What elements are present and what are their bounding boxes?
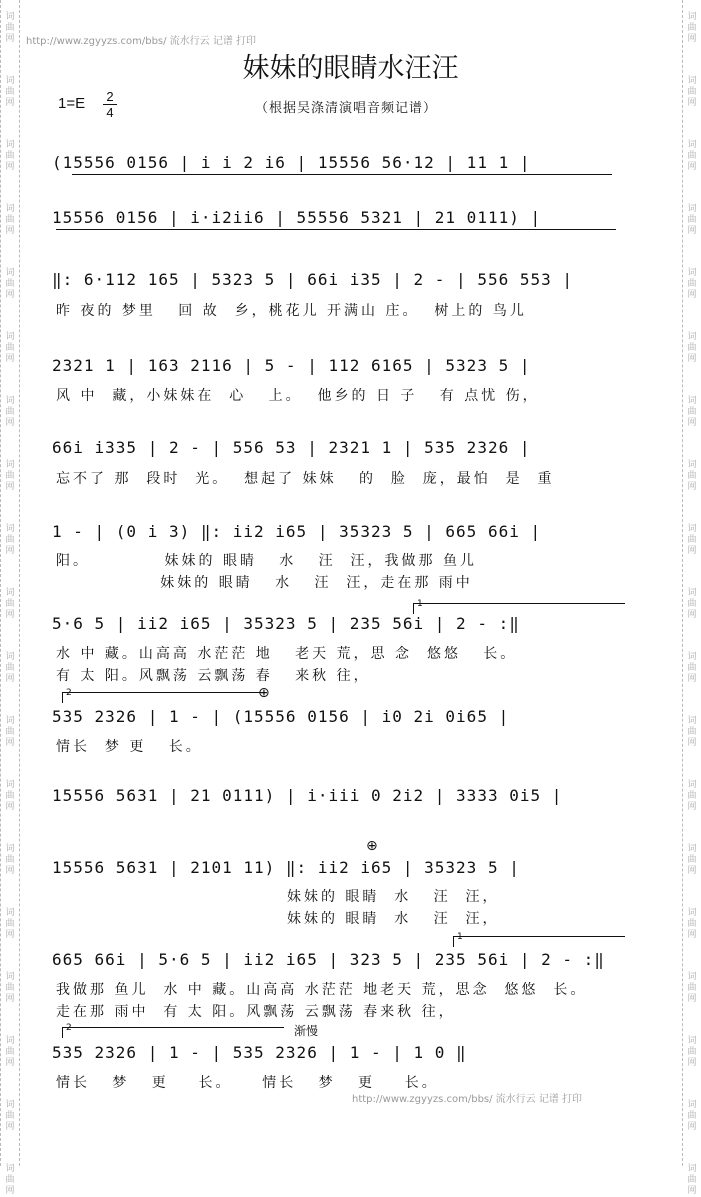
lyrics-line-2: 风 中 藏，小妹妹在 心 上。 他乡的 日 子 有 点忧 伤， <box>56 388 540 404</box>
side-watermark-text: 词 曲 网 <box>687 844 697 876</box>
side-watermark-text: 词 曲 网 <box>687 972 697 1004</box>
song-title: 妹妹的眼睛水汪汪 <box>242 53 459 84</box>
score-line-7: 5·6 5 | ii2 i65 | 35323 5 | 235 56i | 2 - :‖ <box>52 614 520 633</box>
ritardando-mark: 渐慢 <box>294 1024 319 1038</box>
lyrics-line-9: 妹妹的 眼睛 水 汪 汪， <box>56 889 500 905</box>
side-watermark-text: 词 曲 网 <box>5 1100 15 1132</box>
score-line-8: 535 2326 | 1 - | (15556 0156 | i0 2i 0i65 | <box>52 707 510 726</box>
subtitle: （根据吴涤清演唱音频记谱） <box>255 101 438 116</box>
side-watermark-text: 词 曲 网 <box>687 1100 697 1132</box>
side-watermark-text: 词 曲 网 <box>5 1164 15 1196</box>
side-watermark-text: 词 曲 网 <box>5 140 15 172</box>
score-line-9: 15556 5631 | 21 0111) | i·iii 0 2i2 | 3333 0i5 | <box>52 786 563 805</box>
score-line-12: 535 2326 | 1 - | 535 2326 | 1 - | 1 0 ‖ <box>52 1043 467 1062</box>
side-watermark-text: 词 曲 网 <box>687 268 697 300</box>
volta-bracket-2b: 2 <box>62 1027 284 1038</box>
volta-bracket-2: 2 <box>62 692 262 703</box>
side-watermark-text: 词 曲 网 <box>687 908 697 940</box>
side-watermark-text: 词 曲 网 <box>687 716 697 748</box>
score-line-11: 665 66i | 5·6 5 | ii2 i65 | 323 5 | 235 56i | 2 - :‖ <box>52 950 605 969</box>
score-line-4: 2321 1 | 163 2116 | 5 - | 112 6165 | 5323 5 | <box>52 356 531 375</box>
beam-underline <box>56 229 616 230</box>
time-signature <box>103 90 117 119</box>
lyrics-line-8: 情长 梦 更 长。 <box>56 739 203 755</box>
lyrics-line-11: 我做那 鱼儿 水 中 藏。山高高 水茫茫 地老天 荒，思念 悠悠 长。 <box>56 982 588 998</box>
side-watermark-text: 词 曲 网 <box>687 588 697 620</box>
lyrics-line-1: 昨 夜的 梦里 回 故 乡，桃花儿 开满山 庄。 树上的 鸟儿 <box>56 303 527 319</box>
score-line-10: 15556 5631 | 2101 11) ‖: ii2 i65 | 35323 5 | <box>52 858 520 877</box>
side-watermark-text: 词 曲 网 <box>687 12 697 44</box>
side-watermark-text: 词 曲 网 <box>687 76 697 108</box>
top-watermark: http://www.zgyyzs.com/bbs/ 流水行云 记谱 打印 <box>26 36 257 47</box>
score-line-1: (15556 0156 | i i 2 i6 | 15556 56·12 | 11 1 | <box>52 153 531 172</box>
key-signature: 1=E <box>58 95 86 112</box>
score-line-6: 1 - | (0 i 3) ‖: ii2 i65 | 35323 5 | 665 66i | <box>52 522 542 541</box>
time-signature-top: 2 <box>106 89 114 104</box>
side-watermark-text: 词 曲 网 <box>5 268 15 300</box>
side-watermark-text: 词 曲 网 <box>687 1036 697 1068</box>
left-watermark-strip <box>0 0 20 1196</box>
side-watermark-text: 词 曲 网 <box>5 12 15 44</box>
lyrics-line-12: 走在那 雨中 有 太 阳。风飘荡 云飘荡 春来秋 往， <box>56 1004 456 1020</box>
score-line-3: ‖: 6·112 165 | 5323 5 | 66i i35 | 2 - | 556 553 | <box>52 270 574 289</box>
side-watermark-text: 词 曲 网 <box>687 652 697 684</box>
lyrics-line-6: 水 中 藏。山高高 水茫茫 地 老天 荒，思 念 悠悠 长。 <box>56 646 518 662</box>
time-signature-bottom: 4 <box>106 105 114 120</box>
beam-underline <box>72 174 612 175</box>
score-line-2: 15556 0156 | i·i2ii6 | 55556 5321 | 21 0111) | <box>52 208 542 227</box>
side-watermark-text: 词 曲 网 <box>687 780 697 812</box>
side-watermark-text: 词 曲 网 <box>5 460 15 492</box>
side-watermark-text: 词 曲 网 <box>5 204 15 236</box>
side-watermark-text: 词 曲 网 <box>687 460 697 492</box>
side-watermark-text: 词 曲 网 <box>5 588 15 620</box>
side-watermark-text: 词 曲 网 <box>5 908 15 940</box>
lyrics-line-4: 阳。 妹妹的 眼睛 水 汪 汪，我做那 鱼儿 <box>56 553 478 569</box>
side-watermark-text: 词 曲 网 <box>5 972 15 1004</box>
coda-sign: ⊕ <box>258 685 270 701</box>
side-watermark-text: 词 曲 网 <box>5 780 15 812</box>
side-watermark-text: 词 曲 网 <box>687 332 697 364</box>
side-watermark-text: 词 曲 网 <box>5 76 15 108</box>
score-line-5: 66i i335 | 2 - | 556 53 | 2321 1 | 535 2326 | <box>52 438 531 457</box>
volta-bracket-1: 1 <box>413 603 625 614</box>
lyrics-line-7: 有 太 阳。风飘荡 云飘荡 春 来秋 往， <box>56 668 371 684</box>
side-watermark-text: 词 曲 网 <box>5 1036 15 1068</box>
side-watermark-text: 词 曲 网 <box>5 652 15 684</box>
right-watermark-strip <box>682 0 701 1196</box>
lyrics-line-3: 忘不了 那 段时 光。 想起了 妹妹 的 脸 庞，最怕 是 重 <box>56 471 555 487</box>
lyrics-line-5: 妹妹的 眼睛 水 汪 汪，走在那 雨中 <box>56 575 473 591</box>
side-watermark-text: 词 曲 网 <box>5 844 15 876</box>
side-watermark-text: 词 曲 网 <box>687 524 697 556</box>
bottom-watermark: http://www.zgyyzs.com/bbs/ 流水行云 记谱 打印 <box>352 1094 583 1105</box>
side-watermark-text: 词 曲 网 <box>687 396 697 428</box>
volta-bracket-1b: 1 <box>453 936 625 947</box>
coda-sign: ⊕ <box>366 838 378 854</box>
side-watermark-text: 词 曲 网 <box>5 396 15 428</box>
side-watermark-text: 词 曲 网 <box>5 332 15 364</box>
lyrics-line-10: 妹妹的 眼睛 水 汪 汪， <box>56 911 500 927</box>
side-watermark-text: 词 曲 网 <box>687 1164 697 1196</box>
side-watermark-text: 词 曲 网 <box>687 204 697 236</box>
side-watermark-text: 词 曲 网 <box>5 524 15 556</box>
side-watermark-text: 词 曲 网 <box>687 140 697 172</box>
lyrics-line-13: 情长 梦 更 长。 情长 梦 更 长。 <box>56 1075 439 1091</box>
side-watermark-text: 词 曲 网 <box>5 716 15 748</box>
